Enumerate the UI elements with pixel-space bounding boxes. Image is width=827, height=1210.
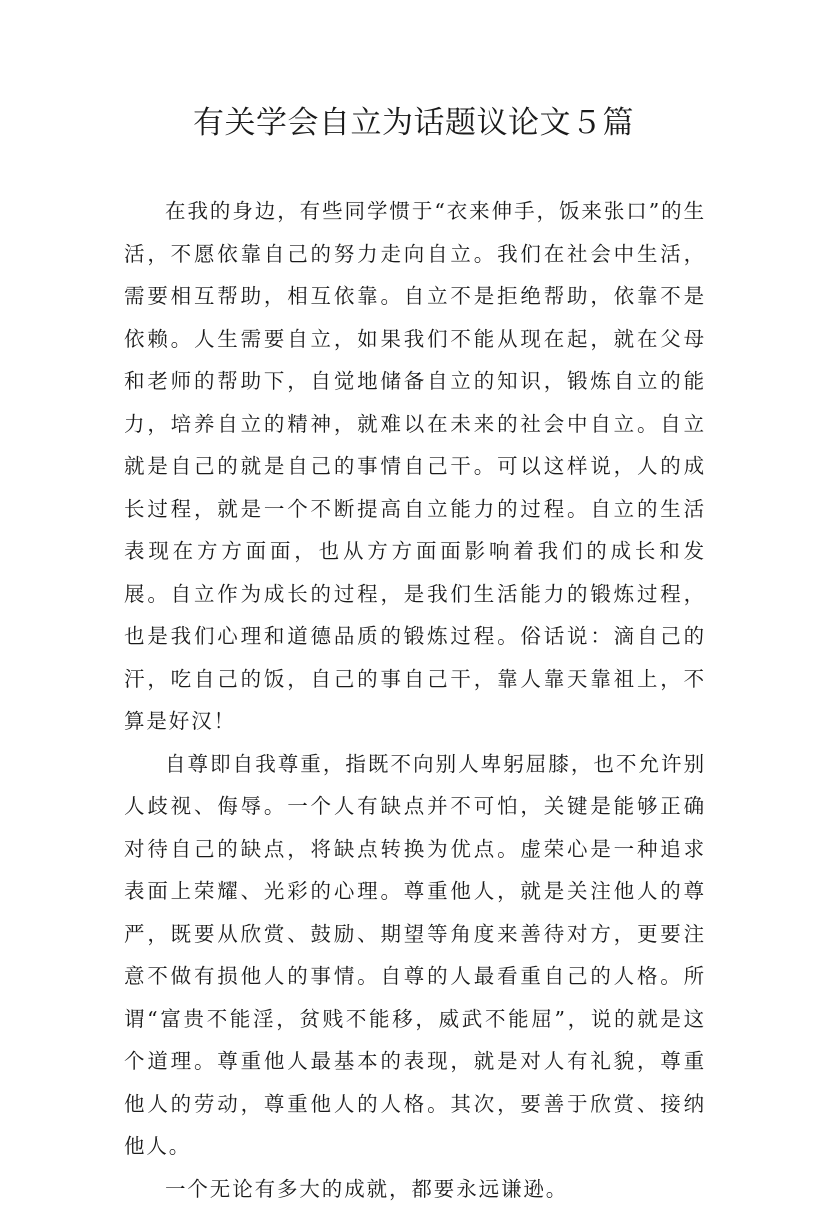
paragraph-3: 一个无论有多大的成就，都要永远谦逊。	[124, 1168, 706, 1210]
paragraph-2: 自尊即自我尊重，指既不向别人卑躬屈膝，也不允许别人歧视、侮辱。一个人有缺点并不可怕，关键是能够正确对待自己的缺点，将缺点转换为优点。虚荣心是一种追求表面上荣耀、光彩的心理。尊重他人，就是关注他人的尊严，既要从欣赏、鼓励、期望等角度来善待对方，更要注意不做有损他人的事情。自尊的人最看重自己的人格。所谓“富贵不能淫，贫贱不能移，威武不能屈”，说的就是这个道理。尊重他人最基本的表现，就是对人有礼貌，尊重他人的劳动，尊重他人的人格。其次，要善于欣赏、接纳他人。	[124, 743, 706, 1168]
document-title: 有关学会自立为话题议论文５篇	[0, 101, 827, 145]
document-body	[124, 190, 706, 1210]
paragraph-1: 在我的身边，有些同学惯于“衣来伸手，饭来张口”的生活，不愿依靠自己的努力走向自立。我们在社会中生活，需要相互帮助，相互依靠。自立不是拒绝帮助，依靠不是依赖。人生需要自立，如果我们不能从现在起，就在父母和老师的帮助下，自觉地储备自立的知识，锻炼自立的能力，培养自立的精神，就难以在未来的社会中自立。自立就是自己的就是自己的事情自己干。可以这样说，人的成长过程，就是一个不断提高自立能力的过程。自立的生活表现在方方面面，也从方方面面影响着我们的成长和发展。自立作为成长的过程，是我们生活能力的锻炼过程，也是我们心理和道德品质的锻炼过程。俗话说：滴自己的汗，吃自己的饭，自己的事自己干，靠人靠天靠祖上，不算是好汉！	[124, 190, 706, 743]
